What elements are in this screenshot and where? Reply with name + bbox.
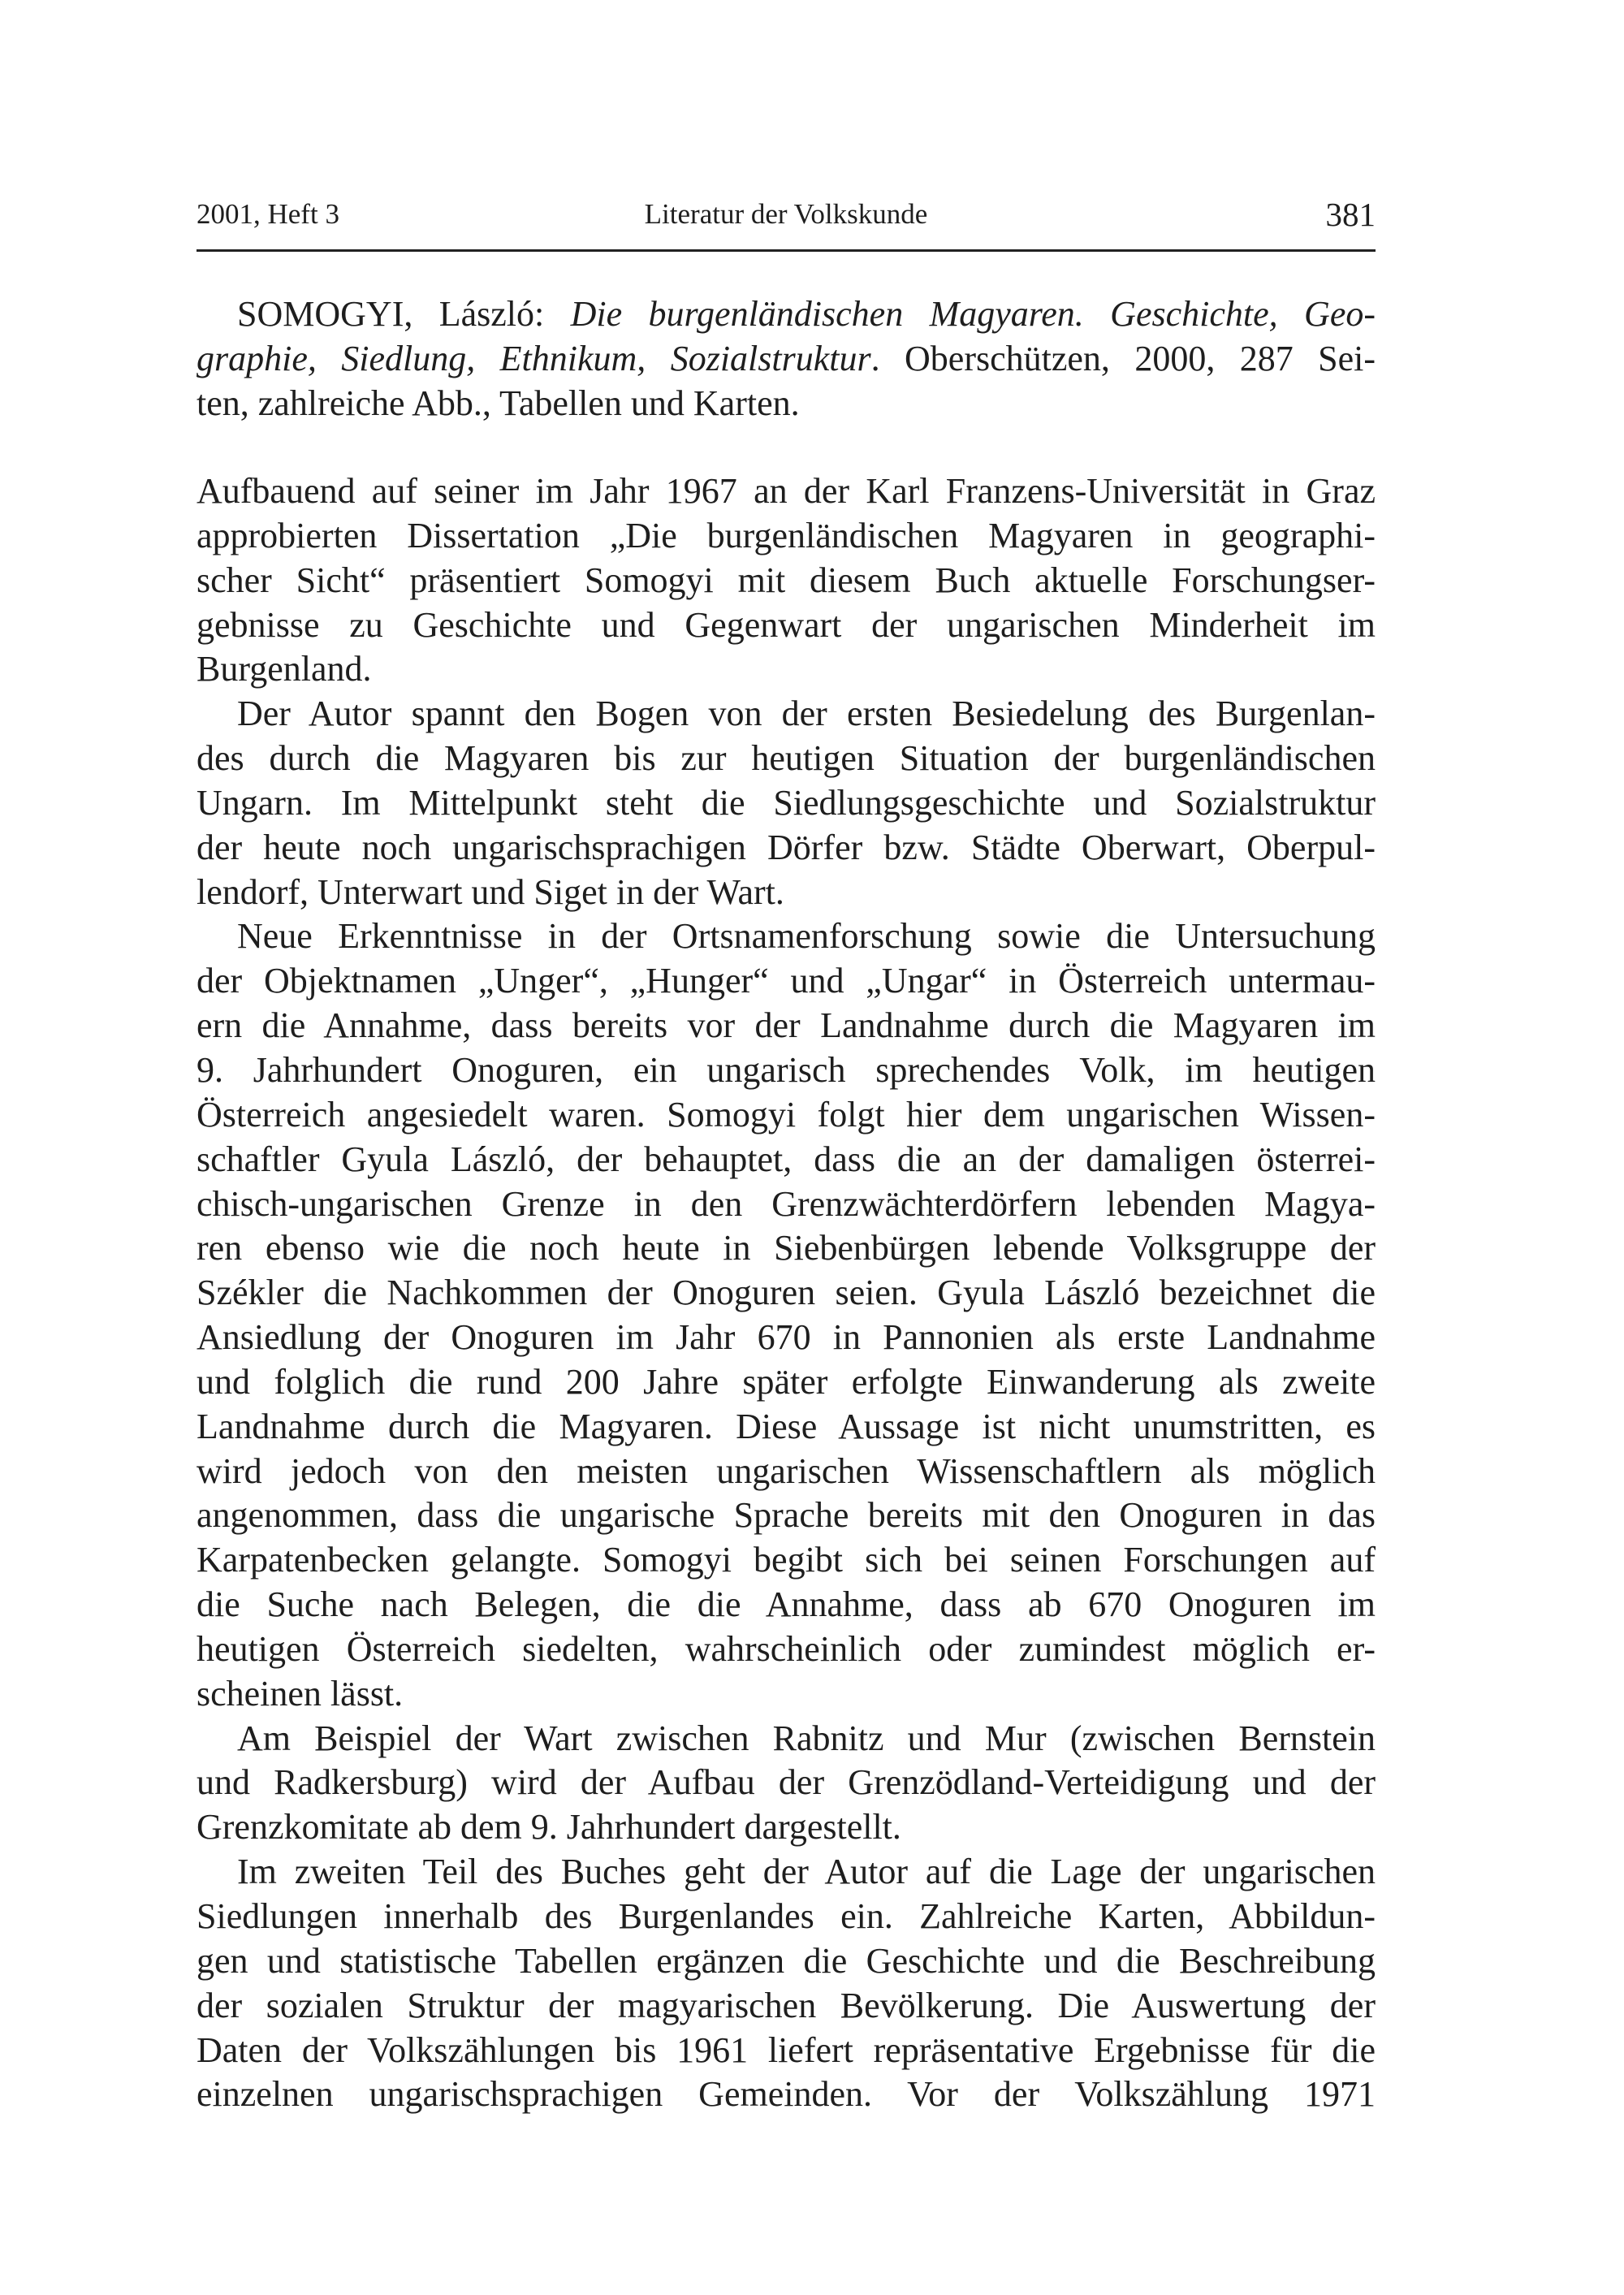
- running-header: [197, 193, 1376, 236]
- text-line: Karpatenbecken gelangte. Somogyi begibt sich bei seinen Forschungen auf: [197, 1540, 1376, 1580]
- text-line: Daten der Volkszählungen bis 1961 liefert repräsentative Ergebnisse für die: [197, 2029, 1376, 2070]
- citation-text: ten, zahlreiche Abb., Tabellen und Karten.: [197, 382, 800, 423]
- paragraph: [197, 1850, 1376, 2117]
- citation-title-text: graphie, Siedlung, Ethnikum, Sozialstruktur: [197, 338, 871, 378]
- text-line: Im zweiten Teil des Buches geht der Autor auf die Lage der ungarischen: [237, 1852, 1376, 1892]
- text-line: Ansiedlung der Onoguren im Jahr 670 in Pannonien als erste Landnahme: [197, 1317, 1376, 1358]
- text-line: Am Beispiel der Wart zwischen Rabnitz und Mur (zwischen Bernstein: [237, 1718, 1376, 1758]
- text-line: der heute noch ungarischsprachigen Dörfer bzw. Städte Oberwart, Oberpul-: [197, 827, 1376, 867]
- text-line: Landnahme durch die Magyaren. Diese Aussage ist nicht unumstritten, es: [197, 1406, 1376, 1446]
- text-line: Neue Erkenntnisse in der Ortsnamenforschung sowie die Untersuchung: [237, 916, 1376, 957]
- header-rule: [197, 249, 1376, 252]
- text-line: der Objektnamen „Unger“, „Hunger“ und „Ungar“ in Österreich untermau-: [197, 961, 1376, 1001]
- text-line: lendorf, Unterwart und Siget in der Wart.: [197, 871, 784, 912]
- text-line: Burgenland.: [197, 649, 372, 689]
- text-line: heutigen Österreich siedelten, wahrscheinlich oder zumindest möglich er-: [197, 1628, 1376, 1669]
- citation-text: . Oberschützen, 2000, 287 Sei-: [870, 338, 1376, 378]
- text-line: ren ebenso wie die noch heute in Siebenbürgen lebende Volksgruppe der: [197, 1228, 1376, 1269]
- text-line: einzelnen ungarischsprachigen Gemeinden. Vor der Volkszählung 1971: [197, 2074, 1376, 2115]
- text-line: Österreich angesiedelt waren. Somogyi folgt hier dem ungarischen Wissen-: [197, 1094, 1376, 1135]
- paragraph: [197, 469, 1376, 692]
- text-line: und Radkersburg) wird der Aufbau der Grenzödland-Verteidigung und der: [197, 1762, 1376, 1803]
- paragraph: [197, 914, 1376, 1716]
- text-line: Grenzkomitate ab dem 9. Jahrhundert dargestellt.: [197, 1807, 901, 1848]
- text-line: Ungarn. Im Mittelpunkt steht die Siedlungsgeschichte und Sozialstruktur: [197, 782, 1376, 823]
- text-line: approbierten Dissertation „Die burgenländischen Magyaren in geographi-: [197, 515, 1376, 555]
- citation-line: [197, 292, 1376, 337]
- text-line: schaftler Gyula László, der behauptet, dass die an der damaligen österrei-: [197, 1139, 1376, 1179]
- page-number: 381: [1325, 196, 1376, 233]
- text-line: angenommen, dass die ungarische Sprache bereits mit den Onoguren in das: [197, 1495, 1376, 1536]
- text-line: ern die Annahme, dass bereits vor der Landnahme durch die Magyaren im: [197, 1005, 1376, 1046]
- book-citation: [197, 292, 1376, 426]
- text-line: gen und statistische Tabellen ergänzen die Geschichte und die Beschreibung: [197, 1940, 1376, 1981]
- paragraph: [197, 692, 1376, 914]
- issue-label: 2001, Heft 3: [197, 198, 339, 230]
- section-title: Literatur der Volkskunde: [644, 198, 928, 230]
- text-line: und folglich die rund 200 Jahre später erfolgte Einwanderung als zweite: [197, 1361, 1376, 1402]
- text-line: Székler die Nachkommen der Onoguren seien. Gyula László bezeichnet die: [197, 1273, 1376, 1313]
- text-line: Aufbauend auf seiner im Jahr 1967 an der Karl Franzens-Universität in Graz: [197, 471, 1376, 511]
- text-line: wird jedoch von den meisten ungarischen Wissenschaftlern als möglich: [197, 1450, 1376, 1491]
- text-line: 9. Jahrhundert Onoguren, ein ungarisch sprechendes Volk, im heutigen: [197, 1049, 1376, 1090]
- citation-title-text: Die burgenländischen Magyaren. Geschichte, Geo-: [570, 294, 1376, 334]
- citation-line: [197, 382, 1376, 426]
- text-line: die Suche nach Belegen, die die Annahme, dass ab 670 Onoguren im: [197, 1584, 1376, 1625]
- text-line: der sozialen Struktur der magyarischen Bevölkerung. Die Auswertung der: [197, 1985, 1376, 2025]
- text-line: scher Sicht“ präsentiert Somogyi mit diesem Buch aktuelle Forschungser-: [197, 560, 1376, 600]
- citation-line: [197, 337, 1376, 382]
- text-line: Der Autor spannt den Bogen von der ersten Besiedelung des Burgenlan-: [237, 694, 1376, 734]
- text-line: scheinen lässt.: [197, 1673, 404, 1714]
- text-line: Siedlungen innerhalb des Burgenlandes ein. Zahlreiche Karten, Abbildun-: [197, 1896, 1376, 1936]
- review-body: [197, 469, 1376, 2117]
- paragraph: [197, 1717, 1376, 1851]
- text-line: gebnisse zu Geschichte und Gegenwart der ungarischen Minderheit im: [197, 604, 1376, 645]
- text-line: chisch-ungarischen Grenze in den Grenzwächterdörfern lebenden Magya-: [197, 1183, 1376, 1224]
- text-line: des durch die Magyaren bis zur heutigen Situation der burgenländischen: [197, 738, 1376, 779]
- citation-text: SOMOGYI, László:: [237, 294, 571, 334]
